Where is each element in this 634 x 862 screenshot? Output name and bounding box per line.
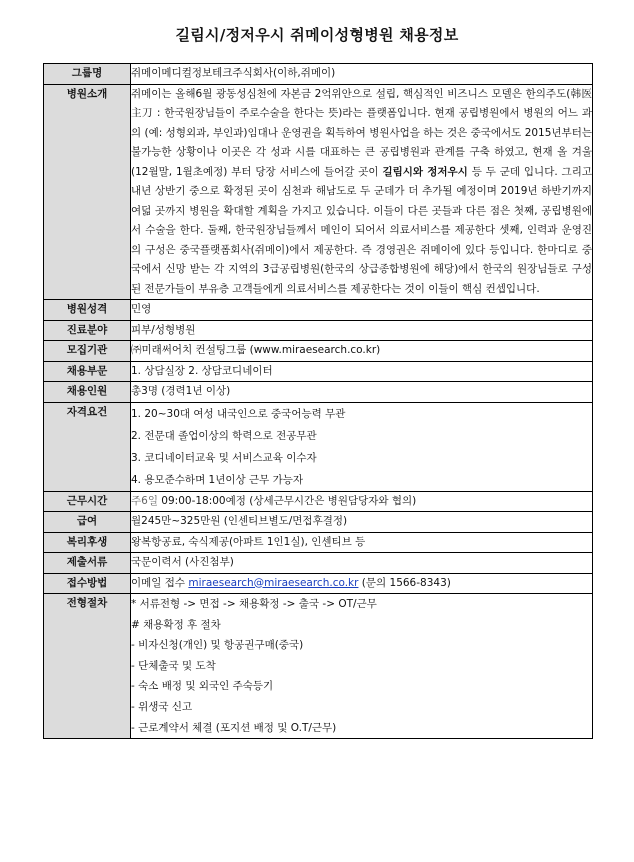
process-item: - 위생국 신고	[131, 700, 193, 713]
row-qualifications	[44, 402, 593, 491]
qualification-item: 1. 20~30대 여성 내국인으로 중국어능력 무관	[131, 407, 346, 420]
hours-text: 09:00-18:00예정 (상세근무시간은 병원담당자와 협의)	[157, 494, 417, 507]
label-documents: 제출서류	[44, 553, 131, 574]
process-item: - 근로계약서 체결 (포지션 배정 및 O.T/근무)	[131, 721, 337, 734]
label-agency: 모집기관	[44, 341, 131, 362]
label-dept: 채용부문	[44, 361, 131, 382]
label-hours: 근무시간	[44, 491, 131, 512]
label-headcount: 채용인원	[44, 382, 131, 403]
value-process	[131, 594, 593, 739]
row-group	[44, 64, 593, 85]
process-item: * 서류전형 -> 면접 -> 채용확정 -> 출국 -> OT/근무	[131, 598, 377, 610]
label-group: 그룹명	[44, 64, 131, 85]
value-agency: ㈜미래써어치 컨설팅그룹 (www.miraesearch.co.kr)	[131, 341, 593, 362]
label-apply: 접수방법	[44, 573, 131, 594]
row-process	[44, 594, 593, 739]
label-field: 진료분야	[44, 320, 131, 341]
label-qualifications: 자격요건	[44, 402, 131, 491]
apply-prefix: 이메일 접수	[131, 576, 189, 589]
row-hours	[44, 491, 593, 512]
intro-text-part1: 쥐메이는 올해6월 광동성심천에 자본금 2억위안으로 설립, 핵심적인 비즈니스 모델은 한의주도(韩医主刀 : 한국원장님들이 주로수술을 한다는 뜻)라는 플랫폼입니다. 현재 공립병원에서 병원의 어느 과의 (예: 성형외과, 부인과)임대나 운영권을 획득하여 병원사업을 하는 것은 중국에서도 2015년부터는 불가능한 상황이나 이곳은 각 성과 시를 대표하는 큰 공립병원과 관계를 구축 하였고, 현재 올 겨울(12월말, 1월초예정) 부터 당장 서비스에 들어갈 곳이	[131, 87, 592, 178]
process-item: - 숙소 배정 및 외국인 주숙등기	[131, 680, 274, 693]
value-apply	[131, 573, 593, 594]
row-benefits	[44, 532, 593, 553]
hours-prefix: 주6일	[131, 494, 158, 507]
value-salary: 월245만~325만원 (인센티브별도/면접후결정)	[131, 512, 593, 533]
value-dept: 1. 상담실장 2. 상담코디네이터	[131, 361, 593, 382]
label-benefits: 복리후생	[44, 532, 131, 553]
row-intro	[44, 84, 593, 300]
label-intro: 병원소개	[44, 84, 131, 300]
label-nature: 병원성격	[44, 300, 131, 321]
qualification-item: 4. 용모준수하며 1년이상 근무 가능자	[131, 473, 304, 486]
process-item: # 채용확정 후 절차	[131, 618, 221, 631]
value-nature: 민영	[131, 300, 593, 321]
qualification-item: 3. 코디네이터교육 및 서비스교육 이수자	[131, 451, 317, 464]
value-field: 피부/성형병원	[131, 320, 593, 341]
value-qualifications	[131, 402, 593, 491]
row-headcount	[44, 382, 593, 403]
row-salary	[44, 512, 593, 533]
value-group: 쥐메이메디컬정보테크주식회사(이하,쥐메이)	[131, 64, 593, 85]
intro-bold-cities: 길림시와 정저우시	[382, 165, 468, 178]
page-title: 길림시/정저우시 쥐메이성형병원 채용정보	[175, 26, 459, 44]
row-field	[44, 320, 593, 341]
row-dept	[44, 361, 593, 382]
process-item: - 비자신청(개인) 및 항공권구매(중국)	[131, 639, 304, 652]
value-headcount: 총3명 (경력1년 이상)	[131, 382, 593, 403]
apply-suffix: (문의 1566-8343)	[358, 576, 451, 589]
label-process: 전형절차	[44, 594, 131, 739]
label-salary: 급여	[44, 512, 131, 533]
row-apply	[44, 573, 593, 594]
qualification-item: 2. 전문대 졸업이상의 학력으로 전공무관	[131, 429, 317, 442]
row-agency	[44, 341, 593, 362]
value-hours	[131, 491, 593, 512]
row-documents	[44, 553, 593, 574]
email-link[interactable]: miraesearch@miraesearch.co.kr	[188, 576, 359, 589]
recruitment-table	[43, 63, 593, 739]
value-benefits: 왕복항공료, 숙식제공(아파트 1인1실), 인센티브 등	[131, 532, 593, 553]
value-intro	[131, 84, 593, 300]
process-item: - 단체출국 및 도착	[131, 659, 216, 672]
intro-text-part2: 등 두 군데 입니다. 그리고 내년 상반기 중으로 확정된 곳이 심천과 해남도로 두 군데가 더 추가될 예정이며 2019년 하반기까지 여덟 곳까지 병원을 확대할 계획을 가지고 있습니다. 이들이 다른 곳들과 다른 점은 첫째, 공립병원에서 수술을 한다. 둘째, 한국원장님들께서 메인이 되어서 의료서비스를 제공한다 셋째, 인력과 운영진의 구성은 중국플랫폼회사(쥐메이)에서 제공한다. 즉 경영권은 쥐메이에 있다 등입니다. 한마디로 중국에서 신망 받는 각 지역의 3급공립병원(한국의 상급종합병원에 해당)에서 한국의 원장님들로 구성된 전문가들이 부유층 고객들에게 의료서비스를 제공한다는 것이 이들이 핵심 컨셉입니다.	[131, 165, 592, 295]
value-documents: 국문이력서 (사진첨부)	[131, 553, 593, 574]
row-nature	[44, 300, 593, 321]
